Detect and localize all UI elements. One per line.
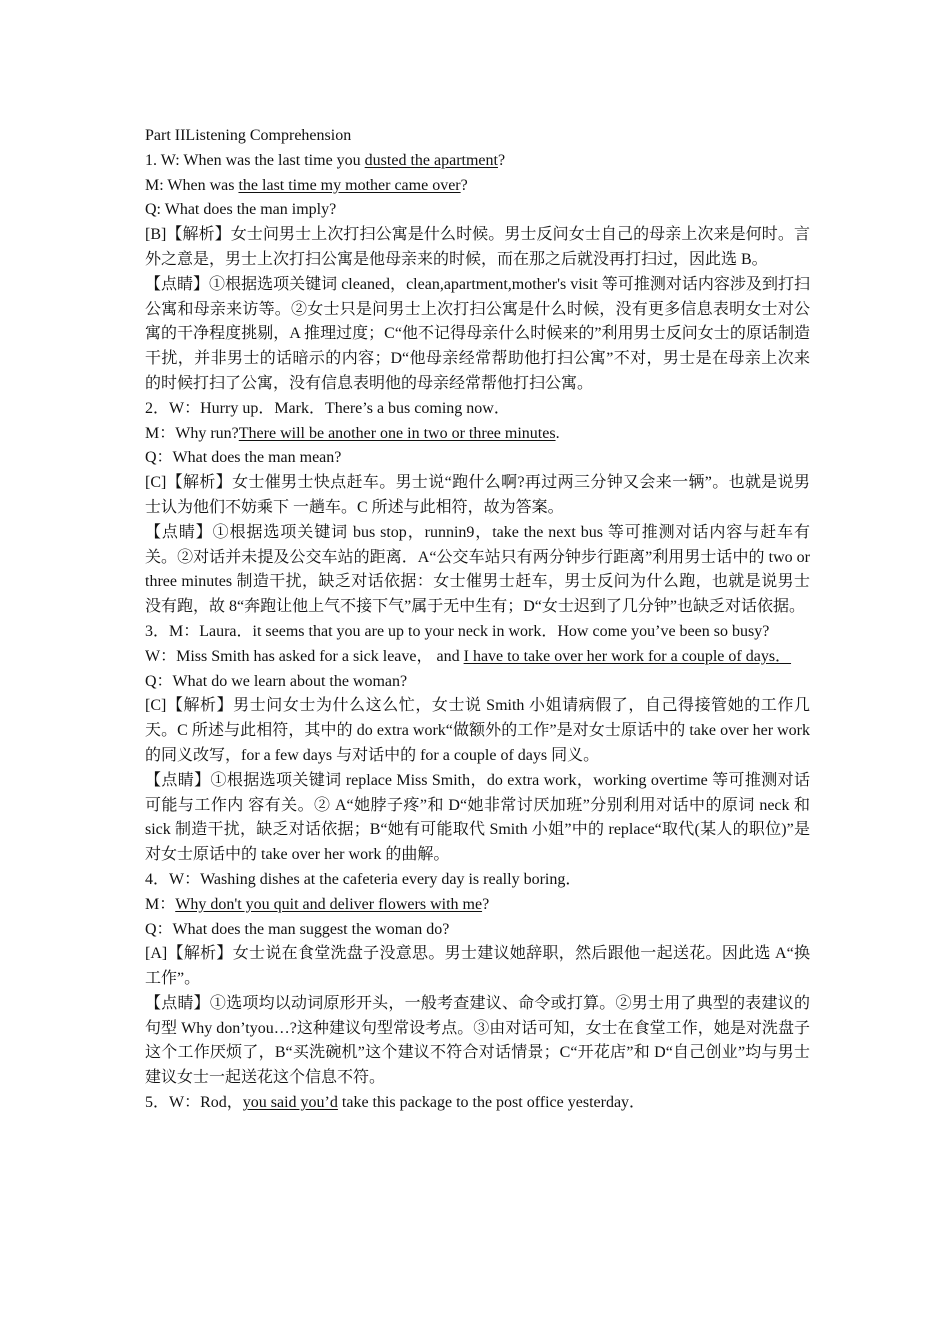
q1-woman-text: 1. W: When was the last time you	[145, 151, 365, 169]
q1-woman-line	[145, 149, 810, 174]
q3-woman-line	[145, 645, 810, 670]
q4-woman-line: 4．W：Washing dishes at the cafeteria every day is really boring．	[145, 870, 582, 888]
q1-man-line	[145, 174, 810, 199]
q3-analysis: [C]【解析】男士问女士为什么这么忙，女士说 Smith 小姐请病假了，自己得接管她的工作几天。C 所述与此相符，其中的 do extra work“做额外的工作”是对女士原话中的 take over her work 的同义改写，for a few days 与对话中的 for a couple of days 同义。	[145, 697, 810, 764]
q3-man-line: 3．M：Laura．it seems that you are up to your neck in work．How come you’ve been so busy?	[145, 622, 770, 640]
q1-woman-end: ?	[497, 151, 506, 169]
q5-woman-line	[145, 1091, 810, 1116]
q1-analysis: [B]【解析】女士问男士上次打扫公寓是什么时候。男士反问女士自己的母亲上次来是何时。言外之意是，男士上次打扫公寓是他母亲来的时候，而在那之后就没再打扫过，因此选 B。	[145, 226, 810, 268]
q1-man-text: M: When was	[145, 176, 239, 194]
q4-man-text: M：	[145, 895, 176, 913]
q1-question: Q: What does the man imply?	[145, 201, 337, 219]
q2-question: Q：What does the man mean?	[145, 449, 342, 467]
q2-man-underlined: There will be another one in two or three minutes	[238, 424, 556, 442]
q3-woman-text: W：Miss Smith has asked for a sick leave， and	[145, 647, 464, 665]
q2-analysis: [C]【解析】女士催男士快点赶车。男士说“跑什么啊?再过两三分钟又会来一辆”。也就是说男士认为他们不妨乘下 一趟车。C 所述与此相符，故为答案。	[145, 474, 810, 516]
q4-man-line	[145, 893, 810, 918]
q4-tip: 【点睛】①选项均以动词原形开头，一般考查建议、命令或打算。②男士用了典型的表建议的句型 Why don’tyou…?这种建议句型常设考点。③由对话可知，女士在食堂工作，她是对洗盘子这个工作厌烦了，B“买洗碗机”这个建议不符合对话情景；C“开花店”和 D“自己创业”均与男士建议女士一起送花这个信息不符。	[145, 994, 810, 1087]
q5-woman-end: take this package to the post office yesterday．	[337, 1094, 646, 1112]
q5-woman-underlined: you said you’d	[242, 1094, 338, 1112]
q3-woman-underlined: I have to take over her work for a couple of days．	[463, 647, 792, 665]
q5-woman-text: 5．W：Rod，	[145, 1094, 243, 1112]
q4-man-underlined: Why don't you quit and deliver flowers with me	[175, 895, 483, 913]
q4-analysis: [A]【解析】女士说在食堂洗盘子没意思。男士建议她辞职，然后跟他一起送花。因此选 A“换工作”。	[145, 945, 810, 988]
q2-man-line	[145, 422, 810, 447]
q2-man-text: M：Why run?	[145, 424, 239, 442]
q1-man-underlined: the last time my mother came over	[238, 176, 461, 194]
q2-tip: 【点睛】①根据选项关键词 bus stop，runnin9，take the next bus 等可推测对话内容与赶车有关。②对话并未提及公交车站的距离．A“公交车站只有两分钟步行距离”利用男士话中的 two or three minutes 制造干扰，缺乏对话依据：女士催男士赶车，男士反问为什么跑，也就是说男士没有跑，故 8“奔跑让他上气不接下气”属于无中生有；D“女士迟到了几分钟”也缺乏对话依据。	[145, 523, 810, 616]
q3-question: Q：What do we learn about the woman?	[145, 672, 408, 690]
q1-man-end: ?	[460, 176, 468, 194]
document-body	[145, 124, 810, 1116]
q4-question: Q：What does the man suggest the woman do?	[145, 920, 450, 938]
section-heading: Part IIListening Comprehension	[145, 127, 352, 144]
q2-man-end: .	[555, 424, 560, 442]
q1-tip: 【点睛】①根据选项关键词 cleaned，clean,apartment,mother's visit 等可推测对话内容涉及到打扫公寓和母亲来访等。②女士只是问男士上次打扫公寓是什么时候，没有更多信息表明女士对公寓的干净程度挑剔，A 推理过度；C“他不记得母亲什么时候来的”利用男士反问女士的原话制造干扰，并非男士的话暗示的内容；D“他母亲经常帮助他打扫公寓”不对，男士是在母亲上次来的时候打扫了公寓，没有信息表明他的母亲经常帮他打扫公寓。	[145, 275, 810, 392]
q3-tip: 【点睛】①根据选项关键词 replace Miss Smith，do extra work，working overtime 等可推测对话可能与工作内 容有关。② A“她脖子疼”和 D“她非常讨厌加班”分别利用对话中的原词 neck 和 sick 制造干扰，缺乏对话依据；B“她有可能取代 Smith 小姐”中的 replace“取代(某人的职位)”是对女士原话中的 take over her work 的曲解。	[145, 771, 810, 864]
q2-woman-line: 2．W：Hurry up．Mark．There’s a bus coming now．	[145, 399, 510, 417]
q4-man-end: ?	[482, 895, 490, 913]
q1-woman-underlined: dusted the apartment	[364, 151, 498, 169]
